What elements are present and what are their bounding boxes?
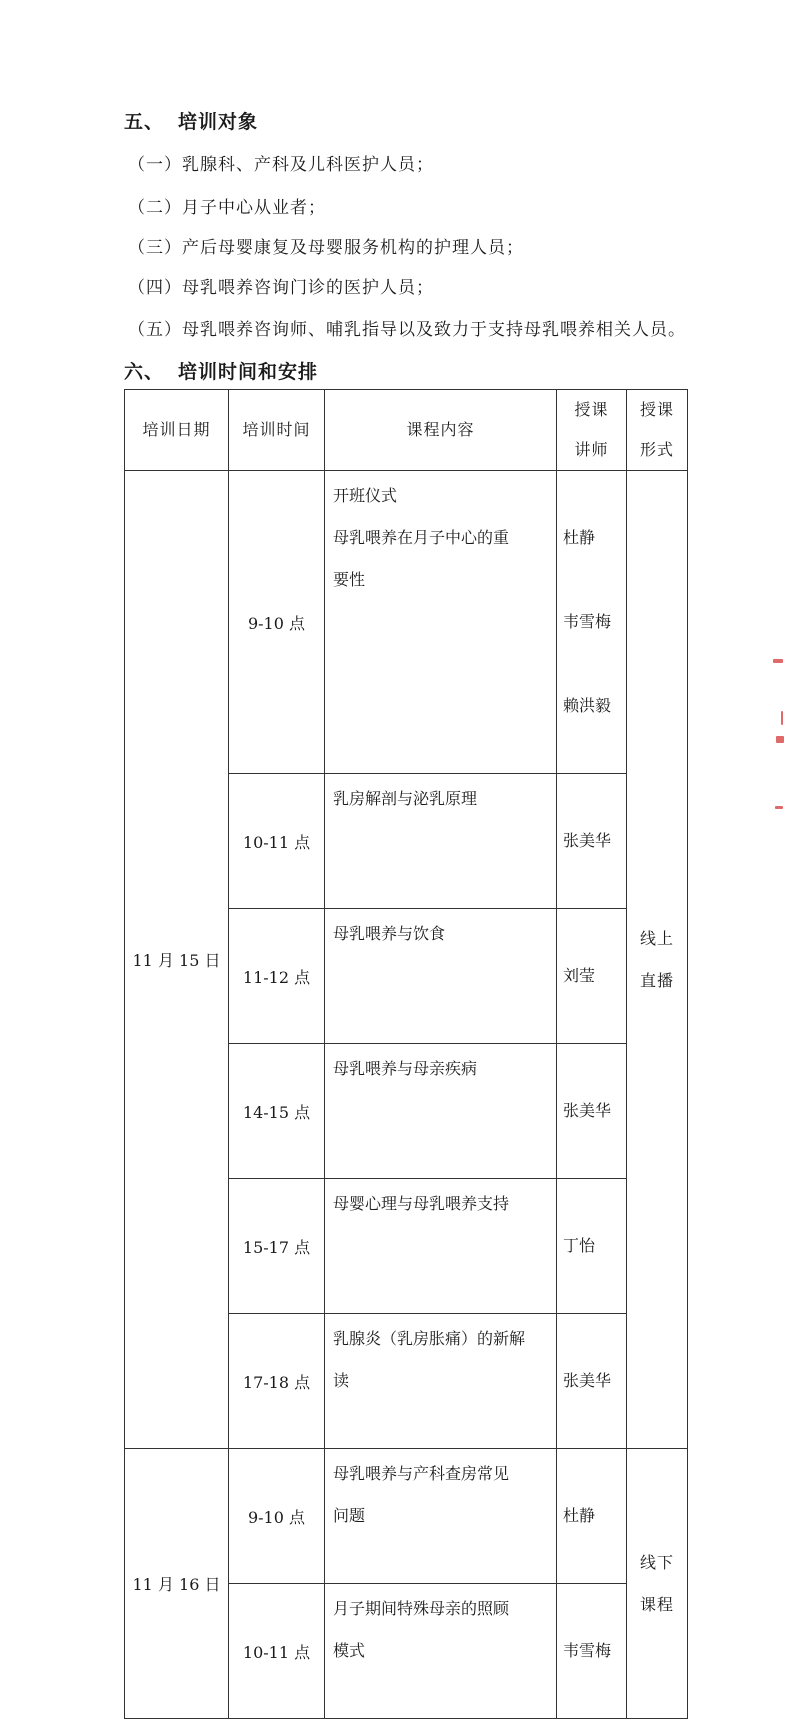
teacher-cell: [557, 909, 627, 1044]
teacher-name: 丁怡: [563, 1236, 596, 1255]
audience-item-4: （四）母乳喂养咨询门诊的医护人员；: [128, 278, 434, 298]
day1-date: 11 月 15 日: [125, 471, 229, 1449]
day1-mode-line1: 线上: [639, 928, 674, 948]
header-mode-line1: 授课: [639, 400, 674, 419]
header-content: 课程内容: [325, 390, 557, 471]
time-cell: 15-17 点: [229, 1179, 325, 1314]
section-6-title: 培训时间和安排: [178, 361, 319, 383]
header-teacher: [557, 390, 627, 471]
teacher-name: 刘莹: [563, 966, 596, 985]
header-teacher-line2: 讲师: [574, 440, 609, 459]
teacher-name: 韦雪梅: [563, 1641, 612, 1660]
header-time: 培训时间: [229, 390, 325, 471]
day2-date: 11 月 16 日: [125, 1449, 229, 1719]
scan-mark: [776, 736, 784, 743]
content-line: 乳腺炎（乳房胀痛）的新解: [333, 1329, 526, 1348]
teacher-cell: [557, 471, 627, 774]
content-line: 模式: [333, 1641, 366, 1660]
content-line: 母乳喂养与母亲疾病: [333, 1059, 478, 1078]
content-line: 母婴心理与母乳喂养支持: [333, 1194, 510, 1213]
teacher-cell: [557, 1584, 627, 1719]
teacher-name: 张美华: [563, 831, 612, 850]
content-line: 开班仪式: [333, 486, 398, 505]
day1-mode-line2: 直播: [639, 970, 674, 990]
content-cell: [325, 1044, 557, 1179]
teacher-name: 张美华: [563, 1101, 612, 1120]
teacher-cell: [557, 1449, 627, 1584]
table-row: [125, 471, 688, 774]
scan-mark: [775, 806, 783, 809]
time-cell: 11-12 点: [229, 909, 325, 1044]
header-mode: [627, 390, 688, 471]
content-line: 乳房解剖与泌乳原理: [333, 789, 478, 808]
table-row: [125, 1449, 688, 1584]
teacher-name: 杜静: [563, 1506, 596, 1525]
teacher-cell: [557, 774, 627, 909]
day1-mode: [627, 471, 688, 1449]
audience-item-2: （二）月子中心从业者；: [128, 198, 326, 218]
content-cell: [325, 909, 557, 1044]
audience-item-5: （五）母乳喂养咨询师、哺乳指导以及致力于支持母乳喂养相关人员。: [128, 320, 686, 340]
day2-mode: [627, 1449, 688, 1719]
time-cell: 17-18 点: [229, 1314, 325, 1449]
section-6-heading: [124, 357, 318, 384]
schedule-table: [124, 389, 688, 1719]
content-cell: [325, 1584, 557, 1719]
content-cell: [325, 471, 557, 774]
content-line: 母乳喂养在月子中心的重: [333, 528, 510, 547]
audience-item-1: （一）乳腺科、产科及儿科医护人员；: [128, 155, 434, 175]
day2-mode-line2: 课程: [639, 1594, 674, 1614]
teacher-cell: [557, 1044, 627, 1179]
scan-mark: [773, 659, 783, 663]
teacher-cell: [557, 1314, 627, 1449]
teacher-name: 韦雪梅: [563, 612, 612, 631]
section-5-heading: [124, 107, 258, 134]
teacher-name: 赖洪毅: [563, 696, 612, 715]
time-cell: 9-10 点: [229, 471, 325, 774]
teacher-name: 张美华: [563, 1371, 612, 1390]
time-cell: 14-15 点: [229, 1044, 325, 1179]
content-line: 要性: [333, 570, 366, 589]
content-cell: [325, 1314, 557, 1449]
audience-item-3: （三）产后母婴康复及母婴服务机构的护理人员；: [128, 238, 524, 258]
teacher-cell: [557, 1179, 627, 1314]
table-header-row: [125, 390, 688, 471]
content-cell: [325, 1449, 557, 1584]
content-line: 读: [333, 1371, 350, 1390]
time-cell: 9-10 点: [229, 1449, 325, 1584]
header-date: 培训日期: [125, 390, 229, 471]
content-cell: [325, 774, 557, 909]
teacher-name: 杜静: [563, 528, 596, 547]
time-cell: 10-11 点: [229, 1584, 325, 1719]
section-5-title: 培训对象: [178, 111, 259, 133]
section-6-number: 六、: [124, 361, 165, 383]
day2-mode-line1: 线下: [639, 1552, 674, 1572]
scan-mark: [781, 711, 783, 725]
time-cell: 10-11 点: [229, 774, 325, 909]
header-mode-line2: 形式: [639, 440, 674, 459]
section-5-number: 五、: [124, 111, 165, 133]
content-line: 母乳喂养与饮食: [333, 924, 446, 943]
content-line: 母乳喂养与产科查房常见: [333, 1464, 510, 1483]
header-teacher-line1: 授课: [574, 400, 609, 419]
content-cell: [325, 1179, 557, 1314]
content-line: 月子期间特殊母亲的照顾: [333, 1599, 510, 1618]
content-line: 问题: [333, 1506, 366, 1525]
